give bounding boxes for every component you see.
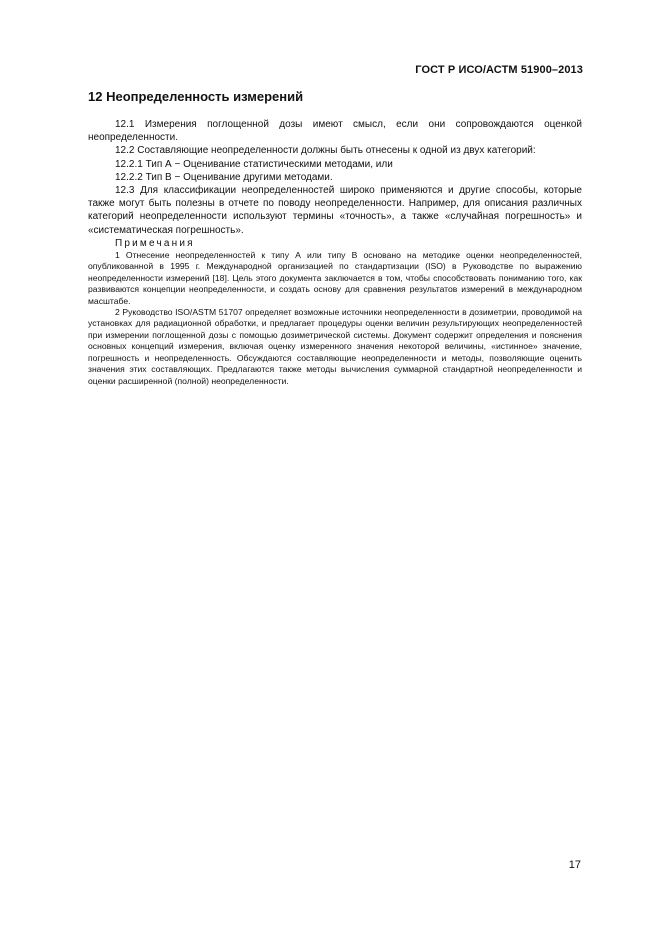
standard-code-header: ГОСТ Р ИСО/АСТМ 51900–2013 (415, 64, 583, 76)
paragraph-12-1: 12.1 Измерения поглощенной дозы имеют смысл, если они сопровождаются оценкой неопределенности. (88, 119, 582, 144)
note-1: 1 Отнесение неопределенностей к типу А или типу В основано на методике оценки неопределенностей, опубликованной в 1995 г. Международной организацией по стандартизации (ISO) в Руководстве по выражению неопределенности измерений [18]. Цель этого документа заключается в том, чтобы способствовать пониманию того, как развиваются концепции неопределенности, и создать основу для сравнения результатов измерений в международном масштабе. (88, 250, 582, 306)
paragraph-12-2-2: 12.2.2 Тип В − Оценивание другими методами. (115, 171, 333, 183)
notes-title: Примечания (115, 237, 195, 249)
paragraph-12-3: 12.3 Для классификации неопределенностей широко применяются и другие способы, которые также могут быть полезны в отчете по поводу неопределенности. Например, для описания различных категорий неопределенности используют термины «точность», а также «случайная погрешность» и «систематическая погрешность». (88, 185, 582, 236)
paragraph-12-2: 12.2 Составляющие неопределенности должны быть отнесены к одной из двух категорий: (115, 145, 536, 157)
section-title: 12 Неопределенность измерений (88, 89, 304, 104)
paragraph-12-2-1: 12.2.1 Тип А − Оценивание статистическими методами, или (115, 158, 393, 170)
section-body (88, 118, 582, 387)
note-2: 2 Руководство ISO/ASTM 51707 определяет возможные источники неопределенности в дозиметрии, проводимой на установках для радиационной обработки, и предлагает процедуры оценки величин результирующих неопределенностей при измерении поглощенной дозы с помощью дозиметрической системы. Документ содержит определения и пояснения основных концепций измерения, включая оценку измеренного значения некоторой величины, «истинное» значение, погрешность и неопределенность. Обсуждаются составляющие неопределенности и методы, позволяющие оценить значения этих составляющих. Предлагаются также методы вычисления суммарной стандартной неопределенности и оценки расширенной (полной) неопределенности. (88, 307, 582, 386)
page-number: 17 (568, 859, 581, 871)
